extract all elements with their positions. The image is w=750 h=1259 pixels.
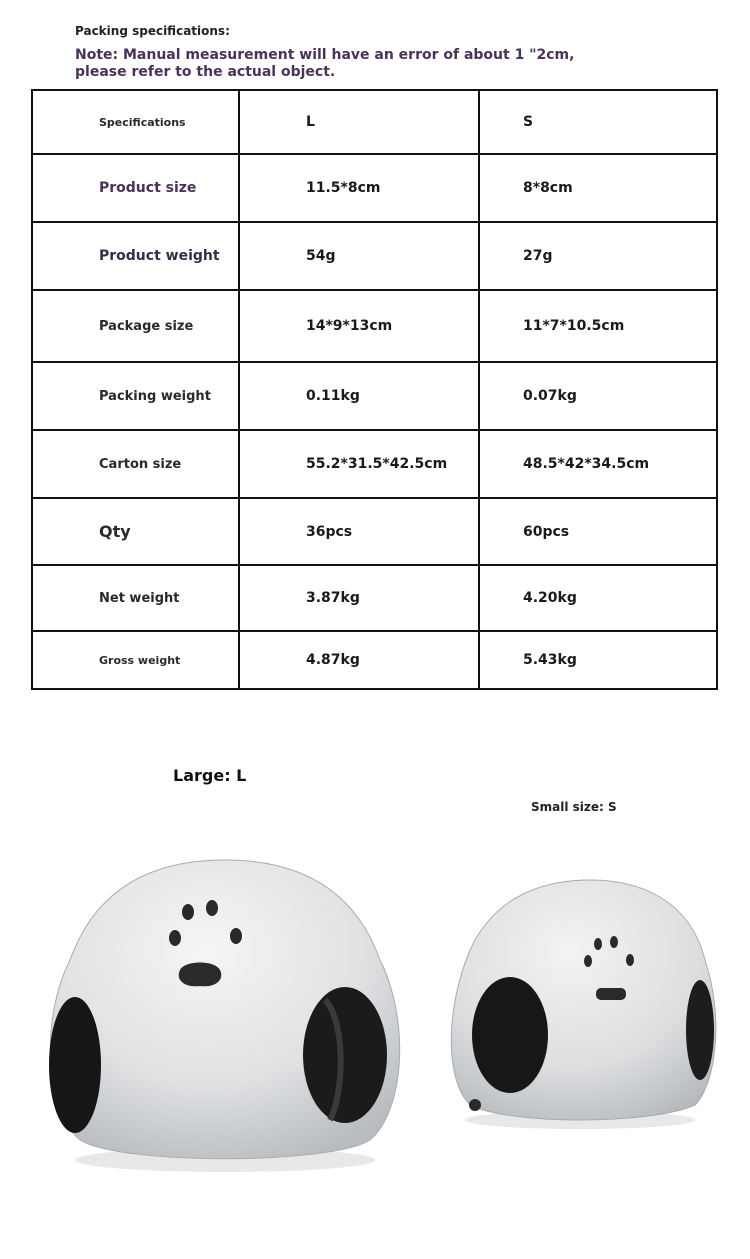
table-cell-value-l: 54g [239, 222, 479, 290]
table-row [32, 222, 717, 290]
table-cell-label: Product size [32, 154, 239, 222]
table-cell-label: Gross weight [32, 631, 239, 689]
table-cell-size-s: S [479, 90, 717, 154]
large-size-label: Large: L [173, 766, 247, 785]
table-row-header [32, 90, 717, 154]
table-row [32, 290, 717, 362]
table-cell-value-s: 8*8cm [479, 154, 717, 222]
measurement-note [75, 47, 574, 81]
table-cell-label: Product weight [32, 222, 239, 290]
table-cell-size-l: L [239, 90, 479, 154]
spec-table [31, 89, 718, 690]
table-row [32, 498, 717, 565]
table-cell-value-s: 11*7*10.5cm [479, 290, 717, 362]
table-row [32, 565, 717, 631]
table-row [32, 362, 717, 430]
small-size-label: Small size: S [531, 800, 617, 814]
table-row [32, 154, 717, 222]
table-cell-value-s: 27g [479, 222, 717, 290]
table-cell-value-s: 0.07kg [479, 362, 717, 430]
table-cell-value-s: 48.5*42*34.5cm [479, 430, 717, 498]
table-row [32, 430, 717, 498]
small-helmet-image [451, 880, 716, 1129]
table-cell-label: Qty [32, 498, 239, 565]
table-cell-label: Specifications [32, 90, 239, 154]
table-row [32, 631, 717, 689]
table-cell-value-s: 60pcs [479, 498, 717, 565]
product-photo [0, 820, 750, 1259]
table-cell-value-s: 4.20kg [479, 565, 717, 631]
table-cell-value-l: 14*9*13cm [239, 290, 479, 362]
table-cell-value-s: 5.43kg [479, 631, 717, 689]
note-line-1: Note: Manual measurement will have an error of about 1 "2cm, [75, 47, 575, 63]
table-cell-label: Packing weight [32, 362, 239, 430]
table-cell-label: Package size [32, 290, 239, 362]
large-helmet-image [49, 860, 400, 1172]
page-heading: Packing specifications: [75, 24, 230, 38]
table-cell-label: Net weight [32, 565, 239, 631]
table-cell-value-l: 55.2*31.5*42.5cm [239, 430, 479, 498]
table-cell-value-l: 11.5*8cm [239, 154, 479, 222]
note-line-2: please refer to the actual object. [75, 64, 336, 80]
table-cell-value-l: 36pcs [239, 498, 479, 565]
table-cell-value-l: 0.11kg [239, 362, 479, 430]
table-cell-value-l: 3.87kg [239, 565, 479, 631]
table-cell-label: Carton size [32, 430, 239, 498]
table-cell-value-l: 4.87kg [239, 631, 479, 689]
